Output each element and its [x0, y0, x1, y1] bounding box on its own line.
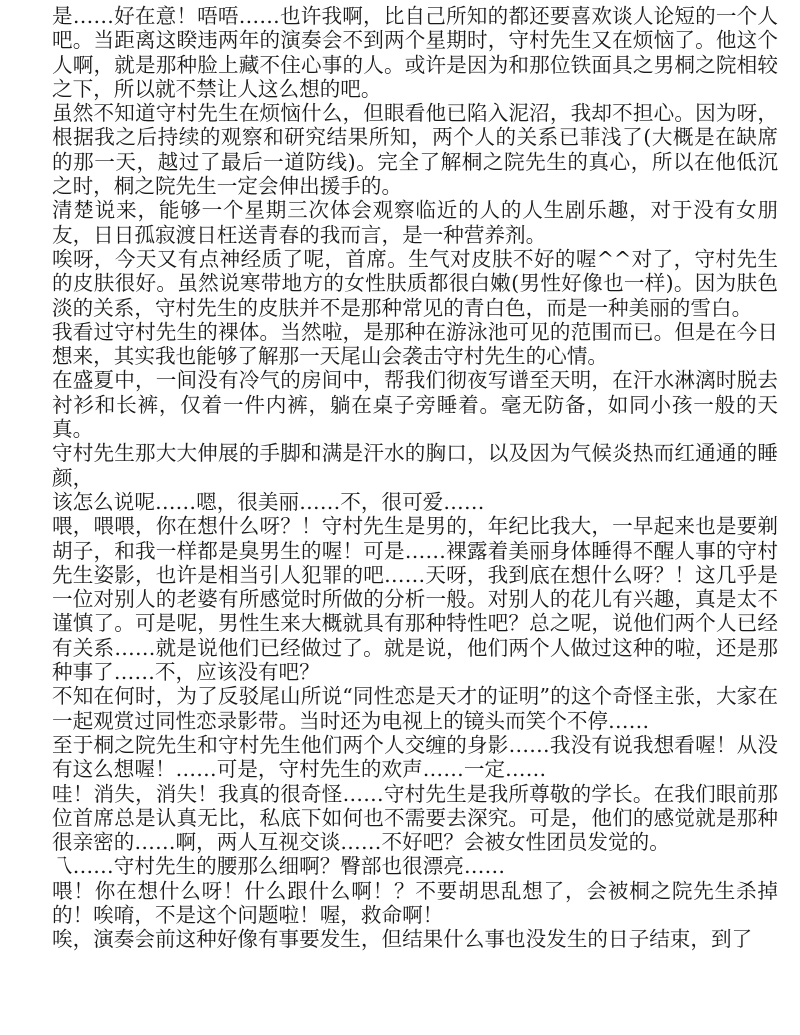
- paragraph-2: 虽然不知道守村先生在烦恼什么，但眼看他已陷入泥沼，我却不担心。因为呀，根据我之后持续的观察和研究结果所知，两个人的关系已菲浅了(大概是在缺席的那一天，越过了最后一道防线)。完全了解桐之院先生的真心，所以在他低沉之时，桐之院先生一定会伸出援手的。: [52, 101, 778, 199]
- paragraph-9: 喂，喂喂，你在想什么呀？！守村先生是男的，年纪比我大，一早起来也是要剃胡子，和我一样都是臭男生的喔！可是……裸露着美丽身体睡得不醒人事的守村先生姿影，也许是相当引人犯罪的吧……天呀，我到底在想什么呀？！这几乎是一位对别人的老婆有所感觉时所做的分析一般。对别人的花儿有兴趣，真是太不谨慎了。可是呢，男性生来大概就具有那种特性吧？总之呢，说他们两个人已经有关系……就是说他们已经做过了。就是说，他们两个人做过这种的啦，还是那种事了……不，应该没有吧？: [52, 514, 778, 685]
- paragraph-15: 唉，演奏会前这种好像有事要发生，但结果什么事也没发生的日子结束，到了: [52, 927, 753, 952]
- paragraph-1: 是……好在意！唔唔……也许我啊，比自己所知的都还要喜欢谈人论短的一个人吧。当距离这睽违两年的演奏会不到两个星期时，守村先生又在烦恼了。他这个人啊，就是那种脸上藏不住心事的人。或许是因为和那位铁面具之男桐之院相较之下，所以就不禁让人这么想的吧。: [52, 4, 778, 101]
- paragraph-8: 该怎么说呢……嗯，很美丽……不，很可爱……: [52, 489, 485, 514]
- paragraph-14: 喂！你在想什么呀！什么跟什么啊！？不要胡思乱想了，会被桐之院先生杀掉的！唉唷，不是这个问题啦！喔，救命啊！: [52, 878, 778, 927]
- paragraph-11: 至于桐之院先生和守村先生他们两个人交缠的身影……我没有说我想看喔！从没有这么想喔！……可是，守村先生的欢声……一定……: [52, 732, 778, 782]
- paragraph-12: 哇！消失，消失！我真的很奇怪……守村先生是我所尊敬的学长。在我们眼前那位首席总是认真无比，私底下如何也不需要去深究。可是，他们的感觉就是那种很亲密的……啊，两人互视交谈……不好吧？会被女性团员发觉的。: [52, 781, 778, 855]
- paragraph-10: 不知在何时，为了反驳尾山所说“同性恋是天才的证明”的这个奇怪主张，大家在一起观赏过同性恋录影带。当时还为电视上的镜头而笑个不停……: [52, 684, 778, 733]
- paragraph-3: 清楚说来，能够一个星期三次体会观察临近的人的人生剧乐趣，对于没有女朋友，日日孤寂渡日枉送青春的我而言，是一种营养剂。: [52, 198, 778, 247]
- paragraph-4: 唉呀，今天又有点神经质了呢，首席。生气对皮肤不好的喔^^对了，守村先生的皮肤很好。虽然说寒带地方的女性肤质都很白嫩(男性好像也一样)。因为肤色淡的关系，守村先生的皮肤并不是那种常见的青白色，而是一种美丽的雪白。: [52, 246, 778, 320]
- paragraph-7: 守村先生那大大伸展的手脚和满是汗水的胸口，以及因为气候炎热而红通通的睡颜，: [52, 441, 778, 490]
- paragraph-13: 乁……守村先生的腰那么细啊？臀部也很漂亮……: [52, 854, 506, 879]
- paragraph-6: 在盛夏中，一间没有冷气的房间中，帮我们彻夜写谱至天明，在汗水淋漓时脱去衬衫和长裤，仅着一件内裤，躺在桌子旁睡着。毫无防备，如同小孩一般的天真。: [52, 368, 778, 442]
- paragraph-5: 我看过守村先生的裸体。当然啦，是那种在游泳池可见的范围而已。但是在今日想来，其实我也能够了解那一天尾山会袭击守村先生的心情。: [52, 319, 778, 369]
